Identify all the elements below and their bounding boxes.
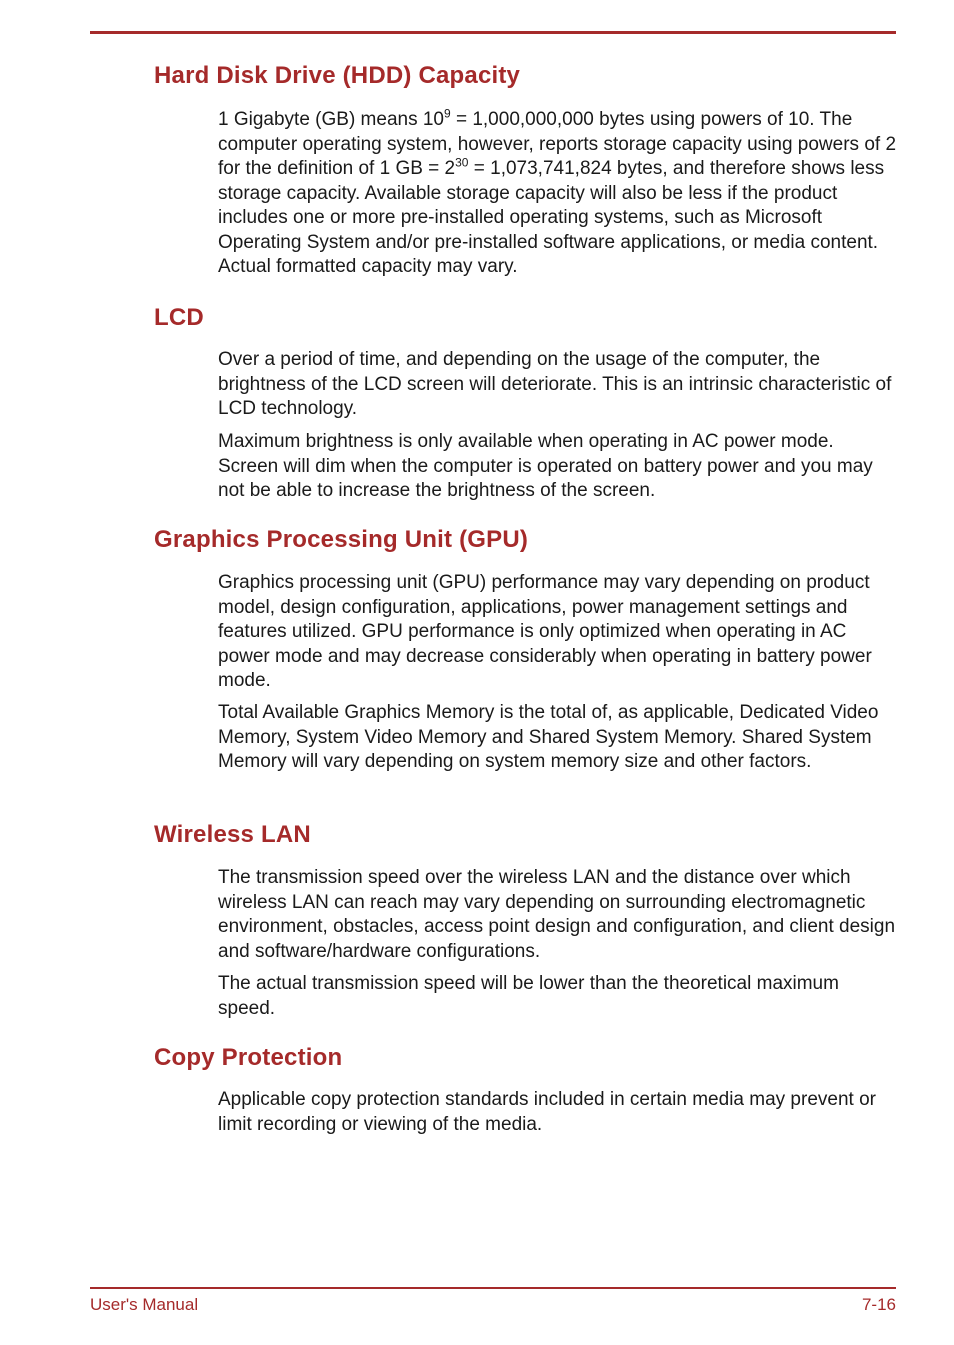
hdd-text-3: = 1,073,741,824 bytes, and therefore shows less storage capacity. Available storage capacity will also be less if the product includes one or more pre-installed operating systems, such as Microsoft Operating System and/or pre-installed software applications, or media content. Actual formatted capacity may vary.: [218, 158, 885, 277]
paragraph-lcd-2: Maximum brightness is only available when operating in AC power mode. Screen will dim when the computer is operated on battery power and you may not be able to increase the brightness of the screen.: [218, 431, 873, 501]
heading-hdd-capacity: Hard Disk Drive (HDD) Capacity: [154, 62, 521, 89]
heading-wireless-lan: Wireless LAN: [154, 821, 311, 848]
footer-manual-title: User's Manual: [90, 1295, 199, 1314]
heading-gpu: Graphics Processing Unit (GPU): [154, 526, 529, 553]
paragraph-copy-protection: Applicable copy protection standards included in certain media may prevent or limit recording or viewing of the media.: [218, 1089, 876, 1135]
paragraph-gpu-1: Graphics processing unit (GPU) performance may vary depending on product model, design configuration, applications, power management settings and features utilized. GPU performance is only optimized when operating in AC power mode and may decrease considerably when operating in battery power mode.: [218, 572, 872, 691]
heading-copy-protection: Copy Protection: [154, 1044, 343, 1071]
paragraph-gpu-2: Total Available Graphics Memory is the total of, as applicable, Dedicated Video Memory, System Video Memory and Shared System Memory. Shared System Memory will vary depending on system memory size and other factors.: [218, 702, 879, 772]
hdd-text-2: = 1,000,000,000 bytes using powers of 10. The computer operating system, however, reports storage capacity using powers of 2 for the definition of 1 GB = 2: [218, 109, 897, 179]
paragraph-lcd-1: Over a period of time, and depending on the usage of the computer, the brightness of the LCD screen will deteriorate. This is an intrinsic characteristic of LCD technology.: [218, 349, 892, 419]
footer-page-number: 7-16: [861, 1295, 896, 1314]
header-rule: [90, 31, 896, 34]
hdd-superscript-30: 30: [455, 155, 469, 170]
paragraph-wireless-lan-1: The transmission speed over the wireless LAN and the distance over which wireless LAN can reach may vary depending on surrounding electromagnetic environment, obstacles, access point design and configuration, and client design and software/hardware configurations.: [218, 867, 896, 962]
footer-rule: [90, 1287, 896, 1289]
paragraph-wireless-lan-2: The actual transmission speed will be lower than the theoretical maximum speed.: [218, 973, 839, 1019]
heading-lcd: LCD: [154, 304, 204, 331]
hdd-superscript-9: 9: [444, 106, 451, 121]
hdd-text-1: 1 Gigabyte (GB) means 10: [218, 109, 444, 130]
paragraph-hdd-capacity: [218, 108, 898, 280]
